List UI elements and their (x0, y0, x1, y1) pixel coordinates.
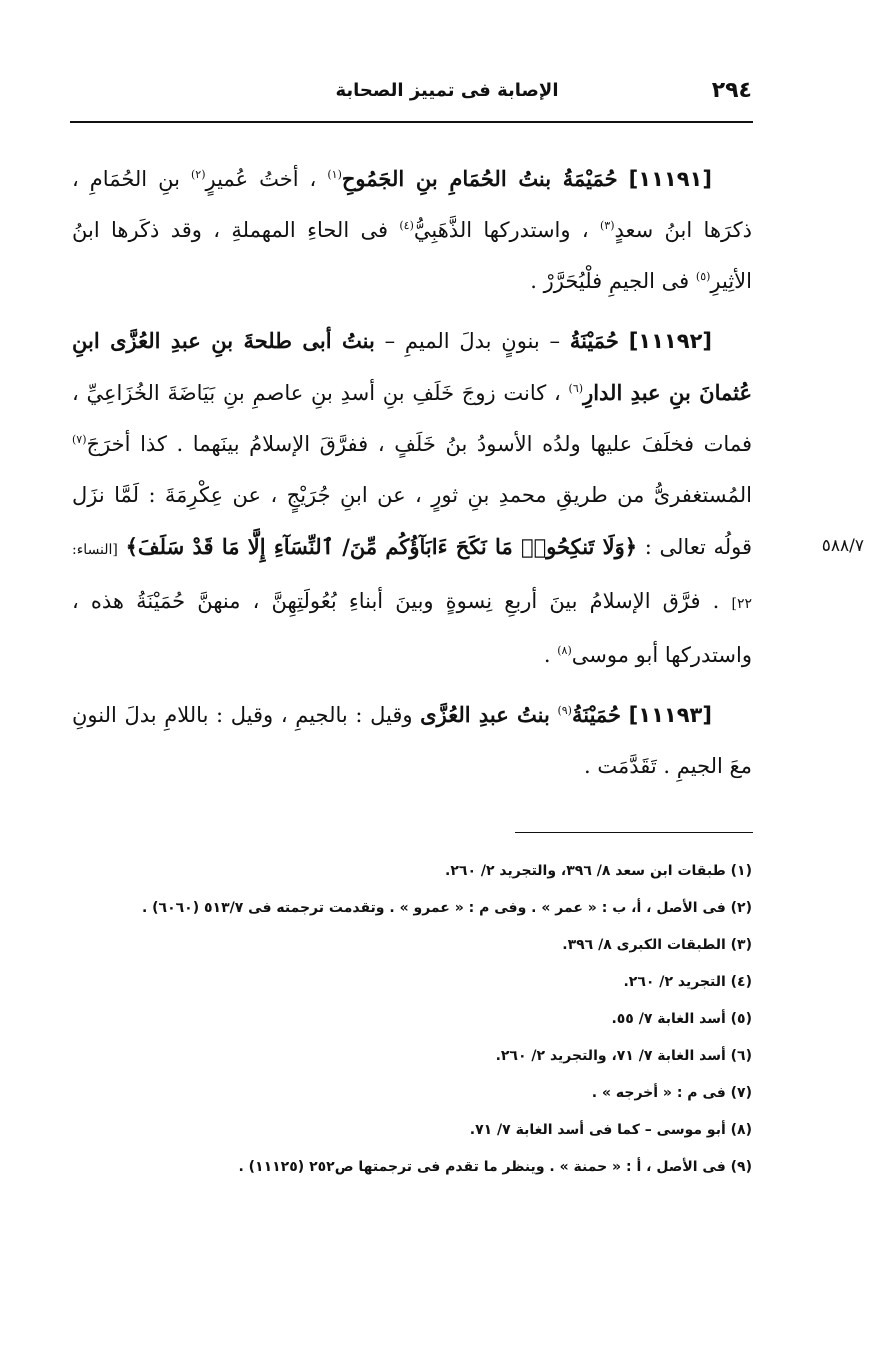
entry-text: ، أختُ عُميرٍ (205, 167, 317, 191)
footnote-ref: (٢) (190, 168, 206, 181)
entry-text: المُستغفرىُّ من طريقِ محمدِ بنِ ثورٍ ، عن ابنِ جُرَيْجٍ ، عن عِكْرِمَةَ : لَمَّا نزَل قولُه تعالى : (72, 483, 752, 559)
entry-text: – بنونٍ بدلَ الميمِ – (384, 329, 561, 353)
entry-lineage: بنتُ أبى طلحةَ بنِ عبدِ العُزَّى ابنِ عُثمانَ بنِ عبدِ الدارِ (72, 328, 753, 405)
entry-number: [١١١٩٣] (628, 703, 712, 727)
entry-text: بنِ الحُمَامِ ، ذكرَها ابنُ سعدٍ (72, 167, 752, 242)
footnote-ref: (١) (327, 168, 342, 181)
quran-verse: ﴿وَلَا تَنكِحُوا۟ مَا نَكَحَ ءَابَآؤُكُم مِّنَ/ ٱلنِّسَآءِ إِلَّا مَا قَدْ سَلَفَ﴾ (125, 534, 638, 559)
footnote: (٤) التجريد ٢/ ٢٦٠. (623, 974, 752, 990)
footnote: (٥) أسد الغابة ٧/ ٥٥. (611, 1011, 752, 1027)
entry-text: ، واستدركها الذَّهَبِيُّ (413, 218, 589, 242)
footnote: (٨) أبو موسى – كما فى أسد الغابة ٧/ ٧١. (469, 1122, 752, 1138)
entry-text: . (543, 643, 551, 667)
footnote-rule (515, 832, 753, 833)
footnote: (٧) فى م : « أخرجه » . (591, 1085, 752, 1101)
entry-11191 (72, 153, 752, 307)
entry-lineage: بنتُ عبدِ العُزَّى (420, 702, 550, 727)
entry-name: حُمَيْنَةُ (571, 702, 622, 727)
entry-text: ، كانت زوجَ خَلَفِ بنِ أسدِ بنِ عاصمِ بنِ بَيَاضَةَ الخُزَاعِيِّ ، فمات فخلَفَ عليها ولدُه الأسودُ بنُ خَلَفٍ ، ففرَّقَ الإسلامُ بينَهما . كذا أخرَجَ (72, 381, 752, 456)
entry-number: [١١١٩١] (628, 167, 712, 191)
footnote: (٢) فى الأصل ، أ، ب : « عمر » . وفى م : « عمرو » . وتقدمت ترجمته فى ٥١٣/٧ (٦٠٦٠) . (141, 900, 752, 916)
entry-number: [١١١٩٢] (628, 329, 712, 353)
footnote: (٩) فى الأصل ، أ : « حمنة » . وينظر ما تقدم فى ترجمتها ص٢٥٢ (١١١٢٥) . (238, 1159, 752, 1175)
entry-name: حُمَيْمَةُ بنتُ الحُمَامِ بنِ الجَمُوحِ (341, 166, 618, 191)
footnote-ref: (٦) (568, 382, 584, 395)
page-number: ٢٩٤ (711, 78, 752, 103)
entry-name: حُمَيْنَةُ (569, 328, 619, 353)
footnote-ref: (٥) (695, 270, 711, 283)
main-text (72, 153, 752, 792)
footnote: (٣) الطبقات الكبرى ٨/ ٣٩٦. (562, 937, 752, 953)
entry-text: فى الجيمِ فلْيُحَرَّرْ . (530, 269, 690, 293)
entry-11193 (72, 689, 752, 792)
footnote: (١) طبقات ابن سعد ٨/ ٣٩٦، والتجريد ٢/ ٢٦٠. (445, 863, 752, 879)
footnote: (٦) أسد الغابة ٧/ ٧١، والتجريد ٢/ ٢٦٠. (495, 1048, 752, 1064)
footnote-ref: (٧) (72, 433, 87, 446)
entry-text: . فرَّق الإسلامُ بينَ أربعِ نِسوةٍ وبينَ أبناءِ بُعُولَتِهِنَّ ، منهنَّ حُمَيْنَةُ هذه ، واستدركها أبو موسى (72, 589, 752, 667)
quran-reference: [النساء: ٢٢] (72, 542, 752, 612)
entry-text: فى الحاءِ المهملةِ ، وقد ذكَرها ابنُ الأثِيرِ (72, 218, 752, 293)
margin-reference: ٥٨٨/٧ (821, 536, 864, 556)
page-header (72, 78, 752, 108)
header-rule (70, 121, 753, 123)
running-title: الإصابة فى تمييز الصحابة (335, 80, 559, 101)
footnote-ref: (٣) (599, 219, 615, 232)
footnote-ref: (٩) (557, 704, 572, 717)
entry-text: وقيل : بالجيمِ ، وقيل : باللامِ بدلَ النونِ معَ الجيمِ . تَقَدَّمَت . (72, 703, 752, 778)
footnote-ref: (٨) (557, 644, 572, 657)
footnote-ref: (٤) (399, 219, 414, 232)
entry-11192 (72, 315, 752, 681)
footnotes (72, 853, 752, 1186)
